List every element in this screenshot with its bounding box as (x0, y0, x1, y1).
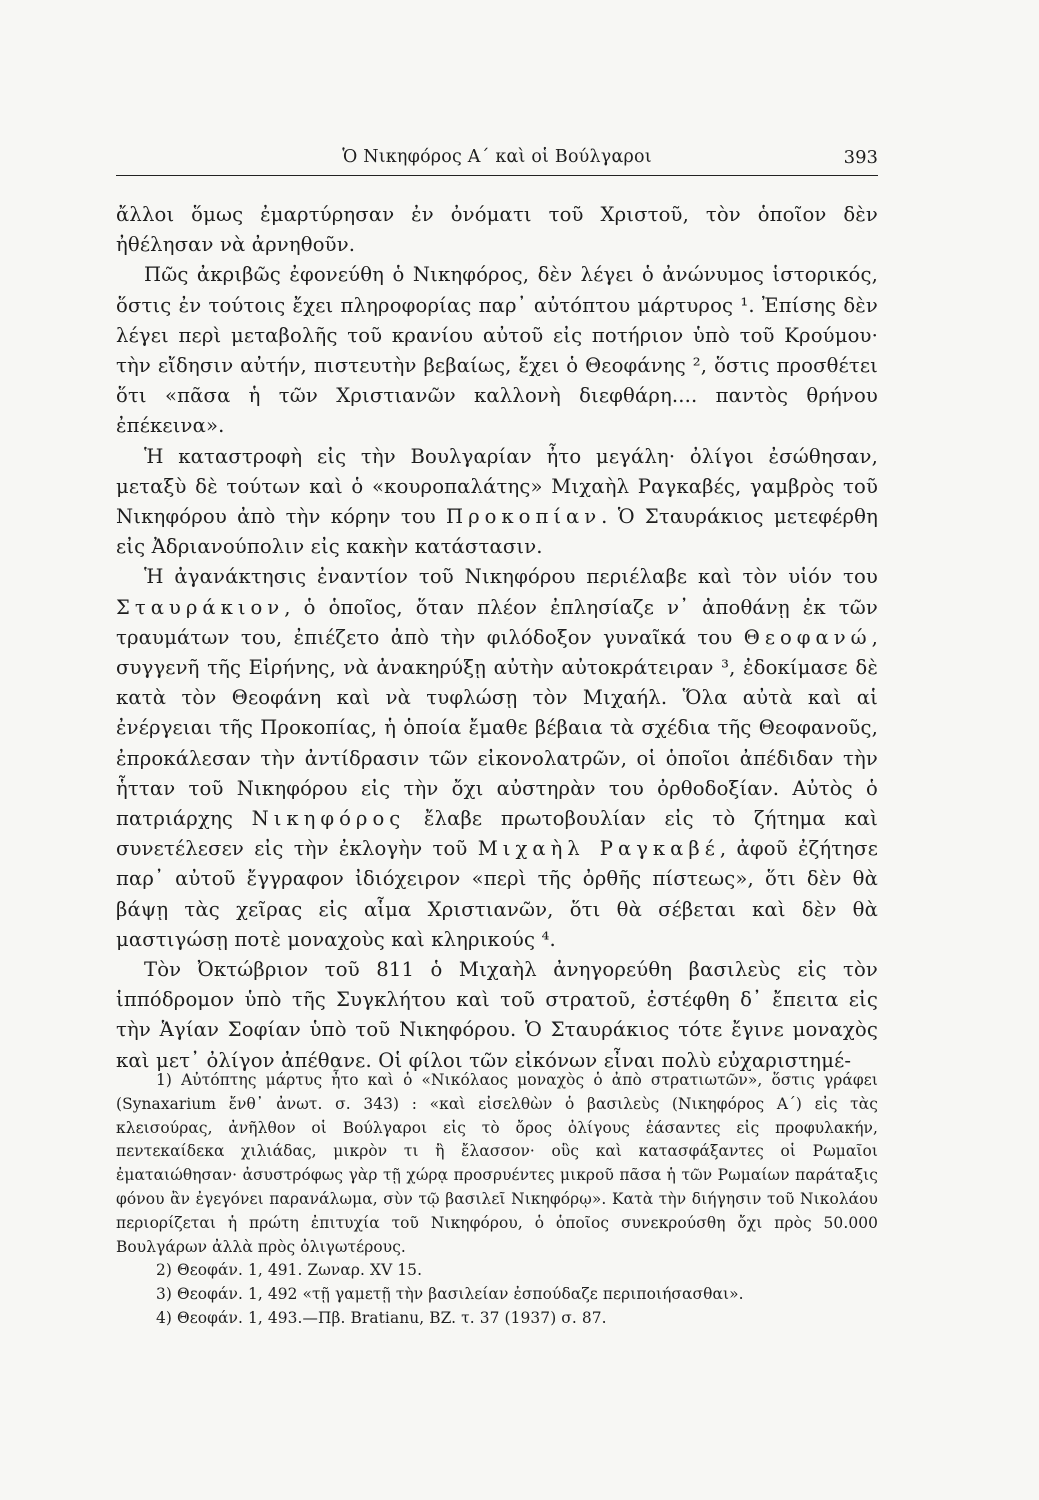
paragraph-5: Τὸν Ὀκτώβριον τοῦ 811 ὁ Μιχαὴλ ἀνηγορεύθη βασιλεὺς εἰς τὸν ἱππόδρομον ὑπὸ τῆς Συγκλήτου καὶ τοῦ στρατοῦ, ἐστέφθη δ᾽ ἔπειτα εἰς τὴν Ἁγίαν Σοφίαν ὑπὸ τοῦ Νικηφόρου. Ὁ Σταυράκιος τότε ἔγινε μοναχὸς καὶ μετ᾽ ὀλίγον ἀπέθανε. Οἱ φίλοι τῶν εἰκόνων εἶναι πολὺ εὐχαριστημέ- (116, 958, 878, 1072)
main-text (116, 200, 878, 1076)
page-header (116, 145, 878, 176)
footnotes (116, 1069, 878, 1331)
paragraph-4-text-a: Ἡ ἀγανάκτησις ἐναντίον τοῦ Νικηφόρου περιέλαβε καὶ τὸν υἱόν του (144, 565, 878, 589)
paragraph-1: ἄλλοι ὅμως ἐμαρτύρησαν ἐν ὀνόματι τοῦ Χριστοῦ, τὸν ὁποῖον δὲν ἠθέλησαν νὰ ἀρνηθοῦν. (116, 203, 878, 257)
paragraph-3 (116, 442, 878, 563)
paragraph-2: Πῶς ἀκριβῶς ἐφονεύθη ὁ Νικηφόρος, δὲν λέγει ὁ ἀνώνυμος ἱστορικός, ὅστις ἐν τούτοις ἔχει πληροφορίας παρ᾽ αὐτόπτου μάρτυρος ¹. Ἐπίσης δὲν λέγει περὶ μεταβολῆς τοῦ κρανίου αὐτοῦ εἰς ποτήριον ὑπὸ τοῦ Κρούμου· τὴν εἴδησιν αὐτήν, πιστευτὴν βεβαίως, ἔχει ὁ Θεοφάνης ², ὅστις προσθέτει ὅτι «πᾶσα ἡ τῶν Χριστιανῶν καλλονὴ διεφθάρη.... παντὸς θρήνου ἐπέκεινα». (116, 263, 878, 438)
footnote-4: 4) Θεοφάν. 1, 493.—Πβ. Bratianu, BZ. τ. 37 (1937) σ. 87. (156, 1308, 607, 1327)
paragraph-3-text-a: Ἡ καταστροφὴ εἰς τὴν Βουλγαρίαν ἦτο μεγάλη· ὀλίγοι ἐσώθησαν, μεταξὺ δὲ τούτων καὶ ὁ «κουροπαλάτης» Μιχαὴλ Ραγκαβές, γαμβρὸς τοῦ Νικηφόρου ἀπὸ τὴν κόρην του (116, 444, 878, 529)
spaced-name-stavrakios: Σταυράκιον (116, 595, 285, 619)
paragraph-4-text-d: ἔλαβε πρωτοβουλίαν εἰς τὸ ζήτημα καὶ συνετέλεσεν εἰς τὴν ἐκλογὴν τοῦ (116, 807, 878, 861)
footnote-2: 2) Θεοφάν. 1, 491. Ζωναρ. XV 15. (156, 1261, 423, 1280)
page-number: 393 (843, 147, 878, 168)
paragraph-4-text-e: , ἀφοῦ ἐζήτησε παρ᾽ αὐτοῦ ἔγγραφον ἰδιόχειρον «περὶ τῆς ὀρθῆς πίστεως», ὅτι δὲν θὰ βάψῃ τὰς χεῖρας εἰς αἷμα Χριστιανῶν, ὅτι θὰ σέβεται καὶ δὲν θὰ μαστιγώσῃ ποτὲ μοναχοὺς καὶ κληρικούς ⁴. (116, 837, 879, 951)
paragraph-4-text-b: , ὁ ὁποῖος, ὅταν πλέον ἐπλησίαζε ν᾽ ἀποθάνῃ ἐκ τῶν τραυμάτων του, ἐπιέζετο ἀπὸ τὴν φιλόδοξον γυναῖκά του (116, 595, 878, 649)
spaced-name-theophano: Θεοφανώ (743, 625, 872, 649)
running-title: Ὁ Νικηφόρος Α΄ καὶ οἱ Βούλγαροι (342, 147, 652, 167)
spaced-name-michael-rangabe: Μιχαὴλ Ραγκαβέ (477, 837, 720, 861)
paragraph-3-text-b: . Ὁ Σταυράκιος μετεφέρθη εἰς Ἀδριανούπολιν εἰς κακὴν κατάστασιν. (116, 505, 878, 559)
paragraph-4 (116, 562, 878, 955)
footnote-3: 3) Θεοφάν. 1, 492 «τῇ γαμετῇ τὴν βασιλείαν ἐσπούδαζε περιποιήσασθαι». (156, 1285, 744, 1304)
paragraph-4-text-c: , συγγενῆ τῆς Εἰρήνης, νὰ ἀνακηρύξῃ αὐτὴν αὐτοκράτειραν ³, ἐδοκίμασε δὲ κατὰ τὸν Θεοφάνη καὶ νὰ τυφλώσῃ τὸν Μιχαήλ. Ὅλα αὐτὰ καὶ αἱ ἐνέργειαι τῆς Προκοπίας, ἡ ὁποία ἔμαθε βέβαια τὰ σχέδια τῆς Θεοφανοῦς, ἐπροκάλεσαν τὴν ἀντίδρασιν τῶν εἰκονολατρῶν, οἱ ὁποῖοι ἀπέδιδαν τὴν ἧτταν τοῦ Νικηφόρου εἰς τὴν ὄχι αὐστηρὰν του ὀρθοδοξίαν. Αὐτὸς ὁ πατριάρχης (116, 625, 878, 831)
spaced-name-nikephoros: Νικηφόρος (251, 807, 406, 831)
footnote-1: 1) Αὐτόπτης μάρτυς ἦτο καὶ ὁ «Νικόλαος μοναχὸς ὁ ἀπὸ στρατιωτῶν», ὅστις γράφει (Synaxarium ἔνθ᾽ ἀνωτ. σ. 343) : «καὶ εἰσελθὼν ὁ βασιλεὺς (Νικηφόρος Α΄) εἰς τὰς κλεισούρας, ἀνῆλθον οἱ Βούλγαροι εἰς τὸ ὄρος ὀλίγους ἐάσαντες εἰς προφυλακήν, πεντεκαίδεκα χιλιάδας, μικρὸν τι ἢ ἔλασσον· οὓς καὶ κατασφάξαντες οἱ Ρωμαῖοι ἐματαιώθησαν· ἀσυστρόφως γὰρ τῇ χώρᾳ προσρυέντες μικροῦ πᾶσα ἡ τῶν Ρωμαίων παράταξις φόνου ἂν ἐγεγόνει παρανάλωμα, σὺν τῷ βασιλεῖ Νικηφόρῳ». Κατὰ τὴν διήγησιν τοῦ Νικολάου περιορίζεται ἡ πρώτη ἐπιτυχία τοῦ Νικηφόρου, ὁ ὁποῖος συνεκρούσθη ὄχι πρὸς 50.000 Βουλγάρων ἀλλὰ πρὸς ὀλιγωτέρους. (116, 1071, 878, 1256)
spaced-name-prokopia: Προκοπίαν (446, 505, 602, 529)
